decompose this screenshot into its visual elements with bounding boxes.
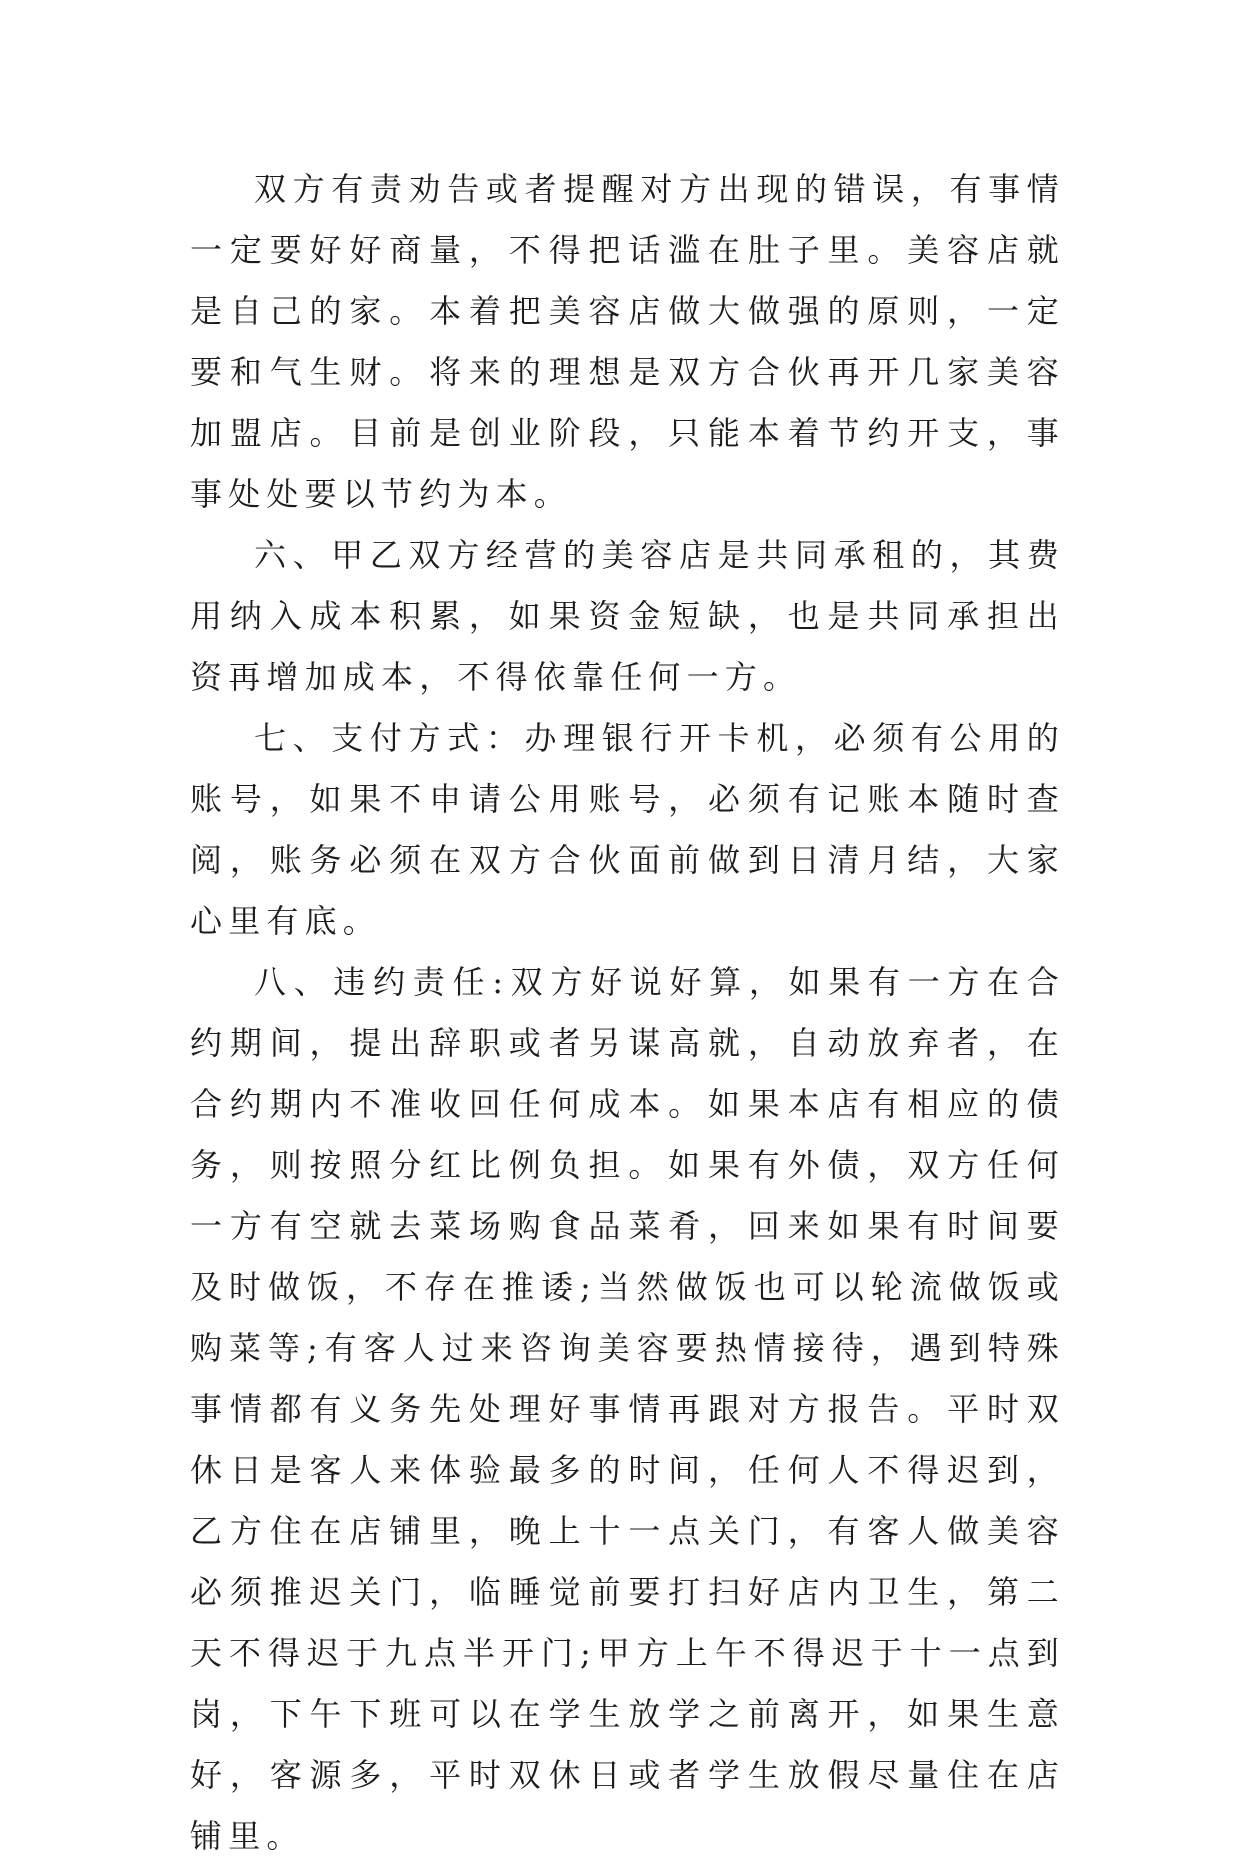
paragraph-section-seven: 七、支付方式：办理银行开卡机，必须有公用的账号，如果不申请公用账号，必须有记账本随时查阅，账务必须在双方合伙面前做到日清月结，大家心里有底。 bbox=[190, 719, 1065, 940]
document-body bbox=[190, 159, 1065, 1867]
paragraph-advice-and-saving: 双方有责劝告或者提醒对方出现的错误，有事情一定要好好商量，不得把话滥在肚子里。美容店就是自己的家。本着把美容店做大做强的原则，一定要和气生财。将来的理想是双方合伙再开几家美容加盟店。目前是创业阶段，只能本着节约开支，事事处处要以节约为本。 bbox=[190, 170, 1065, 513]
paragraph-section-six: 六、甲乙双方经营的美容店是共同承租的，其费用纳入成本积累，如果资金短缺，也是共同承担出资再增加成本，不得依靠任何一方。 bbox=[190, 536, 1065, 696]
paragraph-section-eight: 八、违约责任:双方好说好算，如果有一方在合约期间，提出辞职或者另谋高就，自动放弃者，在合约期内不准收回任何成本。如果本店有相应的债务，则按照分红比例负担。如果有外债，双方任何一方有空就去菜场购食品菜肴，回来如果有时间要及时做饭，不存在推诿;当然做饭也可以轮流做饭或购菜等;有客人过来咨询美容要热情接待，遇到特殊事情都有义务先处理好事情再跟对方报告。平时双休日是客人来体验最多的时间，任何人不得迟到，乙方住在店铺里，晚上十一点关门，有客人做美容必须推迟关门，临睡觉前要打扫好店内卫生，第二天不得迟于九点半开门;甲方上午不得迟于十一点到岗，下午下班可以在学生放学之前离开，如果生意好，客源多，平时双休日或者学生放假尽量住在店铺里。 bbox=[190, 963, 1065, 1855]
